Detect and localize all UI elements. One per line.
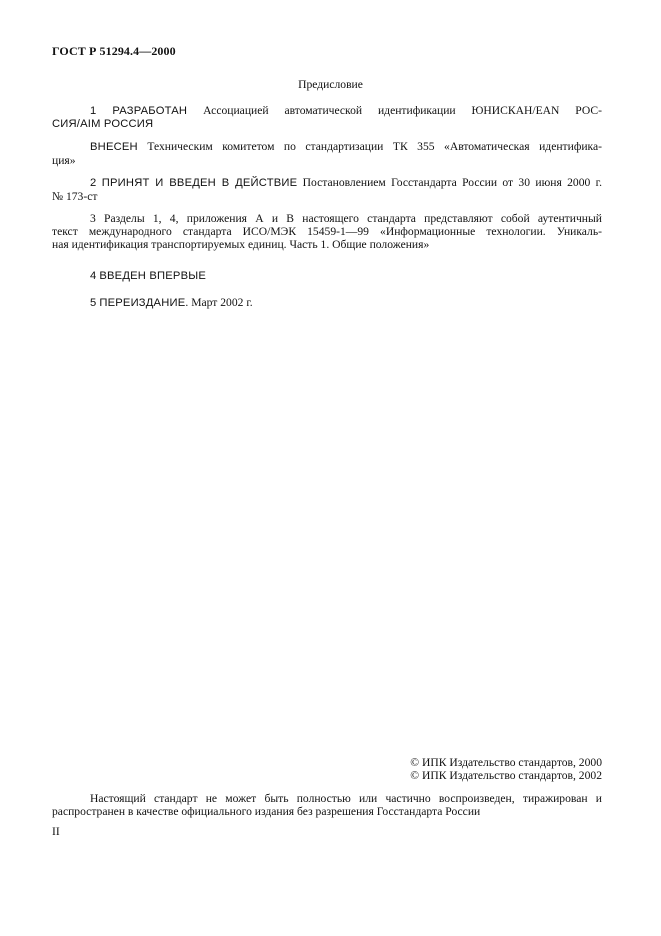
item-1-text: Ассоциацией автоматической идентификации ЮНИСКАН/EAN РОС- — [203, 104, 602, 117]
item-3-line-1: 3 Разделы 1, 4, приложения А и В настоящего стандарта представляют собой аутентичный — [90, 212, 602, 225]
item-4-caps: ВВЕДЕН ВПЕРВЫЕ — [99, 270, 207, 282]
item-introduced — [52, 140, 602, 167]
item-introduced-caps: ВНЕСЕН — [90, 141, 138, 153]
item-5-text: . Март 2002 г. — [185, 296, 253, 309]
item-2-number: 2 — [90, 177, 97, 189]
item-5-line — [52, 296, 602, 310]
item-introduced-line-2: ция» — [52, 154, 76, 167]
section-title: Предисловие — [298, 78, 363, 91]
page-number: II — [52, 825, 60, 838]
item-2-caps: ПРИНЯТ И ВВЕДЕН В ДЕЙСТВИЕ — [101, 177, 298, 189]
item-1-line-1 — [52, 104, 602, 118]
item-4-number: 4 — [90, 270, 97, 282]
notice-line-2: распространен в качестве официального издания без разрешения Госстандарта России — [52, 805, 481, 818]
item-5-caps: ПЕРЕИЗДАНИЕ — [99, 297, 186, 309]
item-3-line-2: текст международного стандарта ИСО/МЭК 15459-1—99 «Информационные технологии. Уникаль- — [52, 225, 602, 238]
item-2 — [52, 176, 602, 203]
item-introduced-text: Техническим комитетом по стандартизации ТК 355 «Автоматическая идентифика- — [147, 140, 602, 153]
item-2-line-1 — [52, 176, 602, 190]
item-3 — [52, 212, 602, 251]
notice-line-1: Настоящий стандарт не может быть полностью или частично воспроизведен, тиражирован и — [90, 792, 602, 805]
copyright-line-1: © ИПК Издательство стандартов, 2000 — [410, 756, 602, 769]
item-2-line-2: № 173-ст — [52, 190, 98, 203]
item-5 — [52, 296, 602, 310]
copyright-line-2: © ИПК Издательство стандартов, 2002 — [410, 769, 602, 782]
item-5-number: 5 — [90, 297, 97, 309]
item-2-text: Постановлением Госстандарта России от 30 июня 2000 г. — [302, 176, 602, 189]
item-3-line-3: ная идентификация транспортируемых единиц. Часть 1. Общие положения» — [52, 238, 430, 251]
item-introduced-line-1 — [52, 140, 602, 154]
copyright-block — [410, 756, 602, 782]
item-1-caps: РАЗРАБОТАН — [112, 105, 188, 117]
item-1-number: 1 — [90, 105, 97, 117]
item-4 — [52, 269, 602, 283]
item-4-line — [52, 269, 602, 283]
reproduction-notice — [52, 792, 602, 818]
item-1 — [52, 104, 602, 131]
document-header: ГОСТ Р 51294.4—2000 — [52, 44, 176, 58]
item-1-line-2: СИЯ/AIM РОССИЯ — [52, 118, 154, 130]
